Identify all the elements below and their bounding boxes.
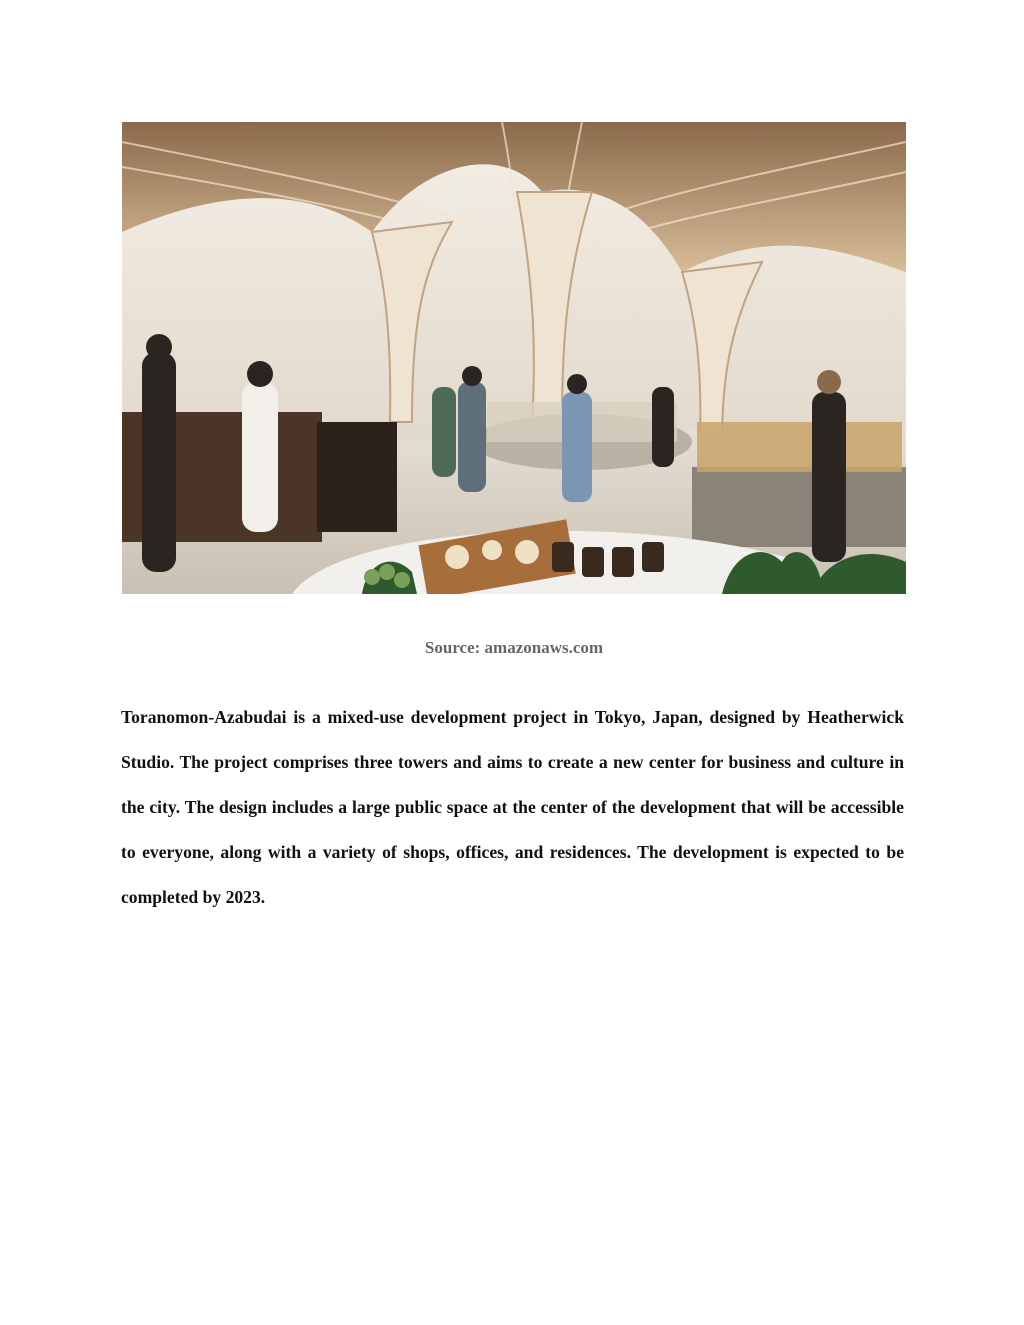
photo-illustration <box>122 122 906 594</box>
market-hall-photo <box>122 122 906 594</box>
body-paragraph: Toranomon-Azabudai is a mixed-use development project in Tokyo, Japan, designed by Heatherwick Studio. The project comprises three towers and aims to create a new center for business and culture in the city. The design includes a large public space at the center of the development that will be accessible to everyone, along with a variety of shops, offices, and residences. The development is expected to be completed by 2023. <box>121 707 904 907</box>
image-caption: Source: amazonaws.com <box>424 638 604 657</box>
